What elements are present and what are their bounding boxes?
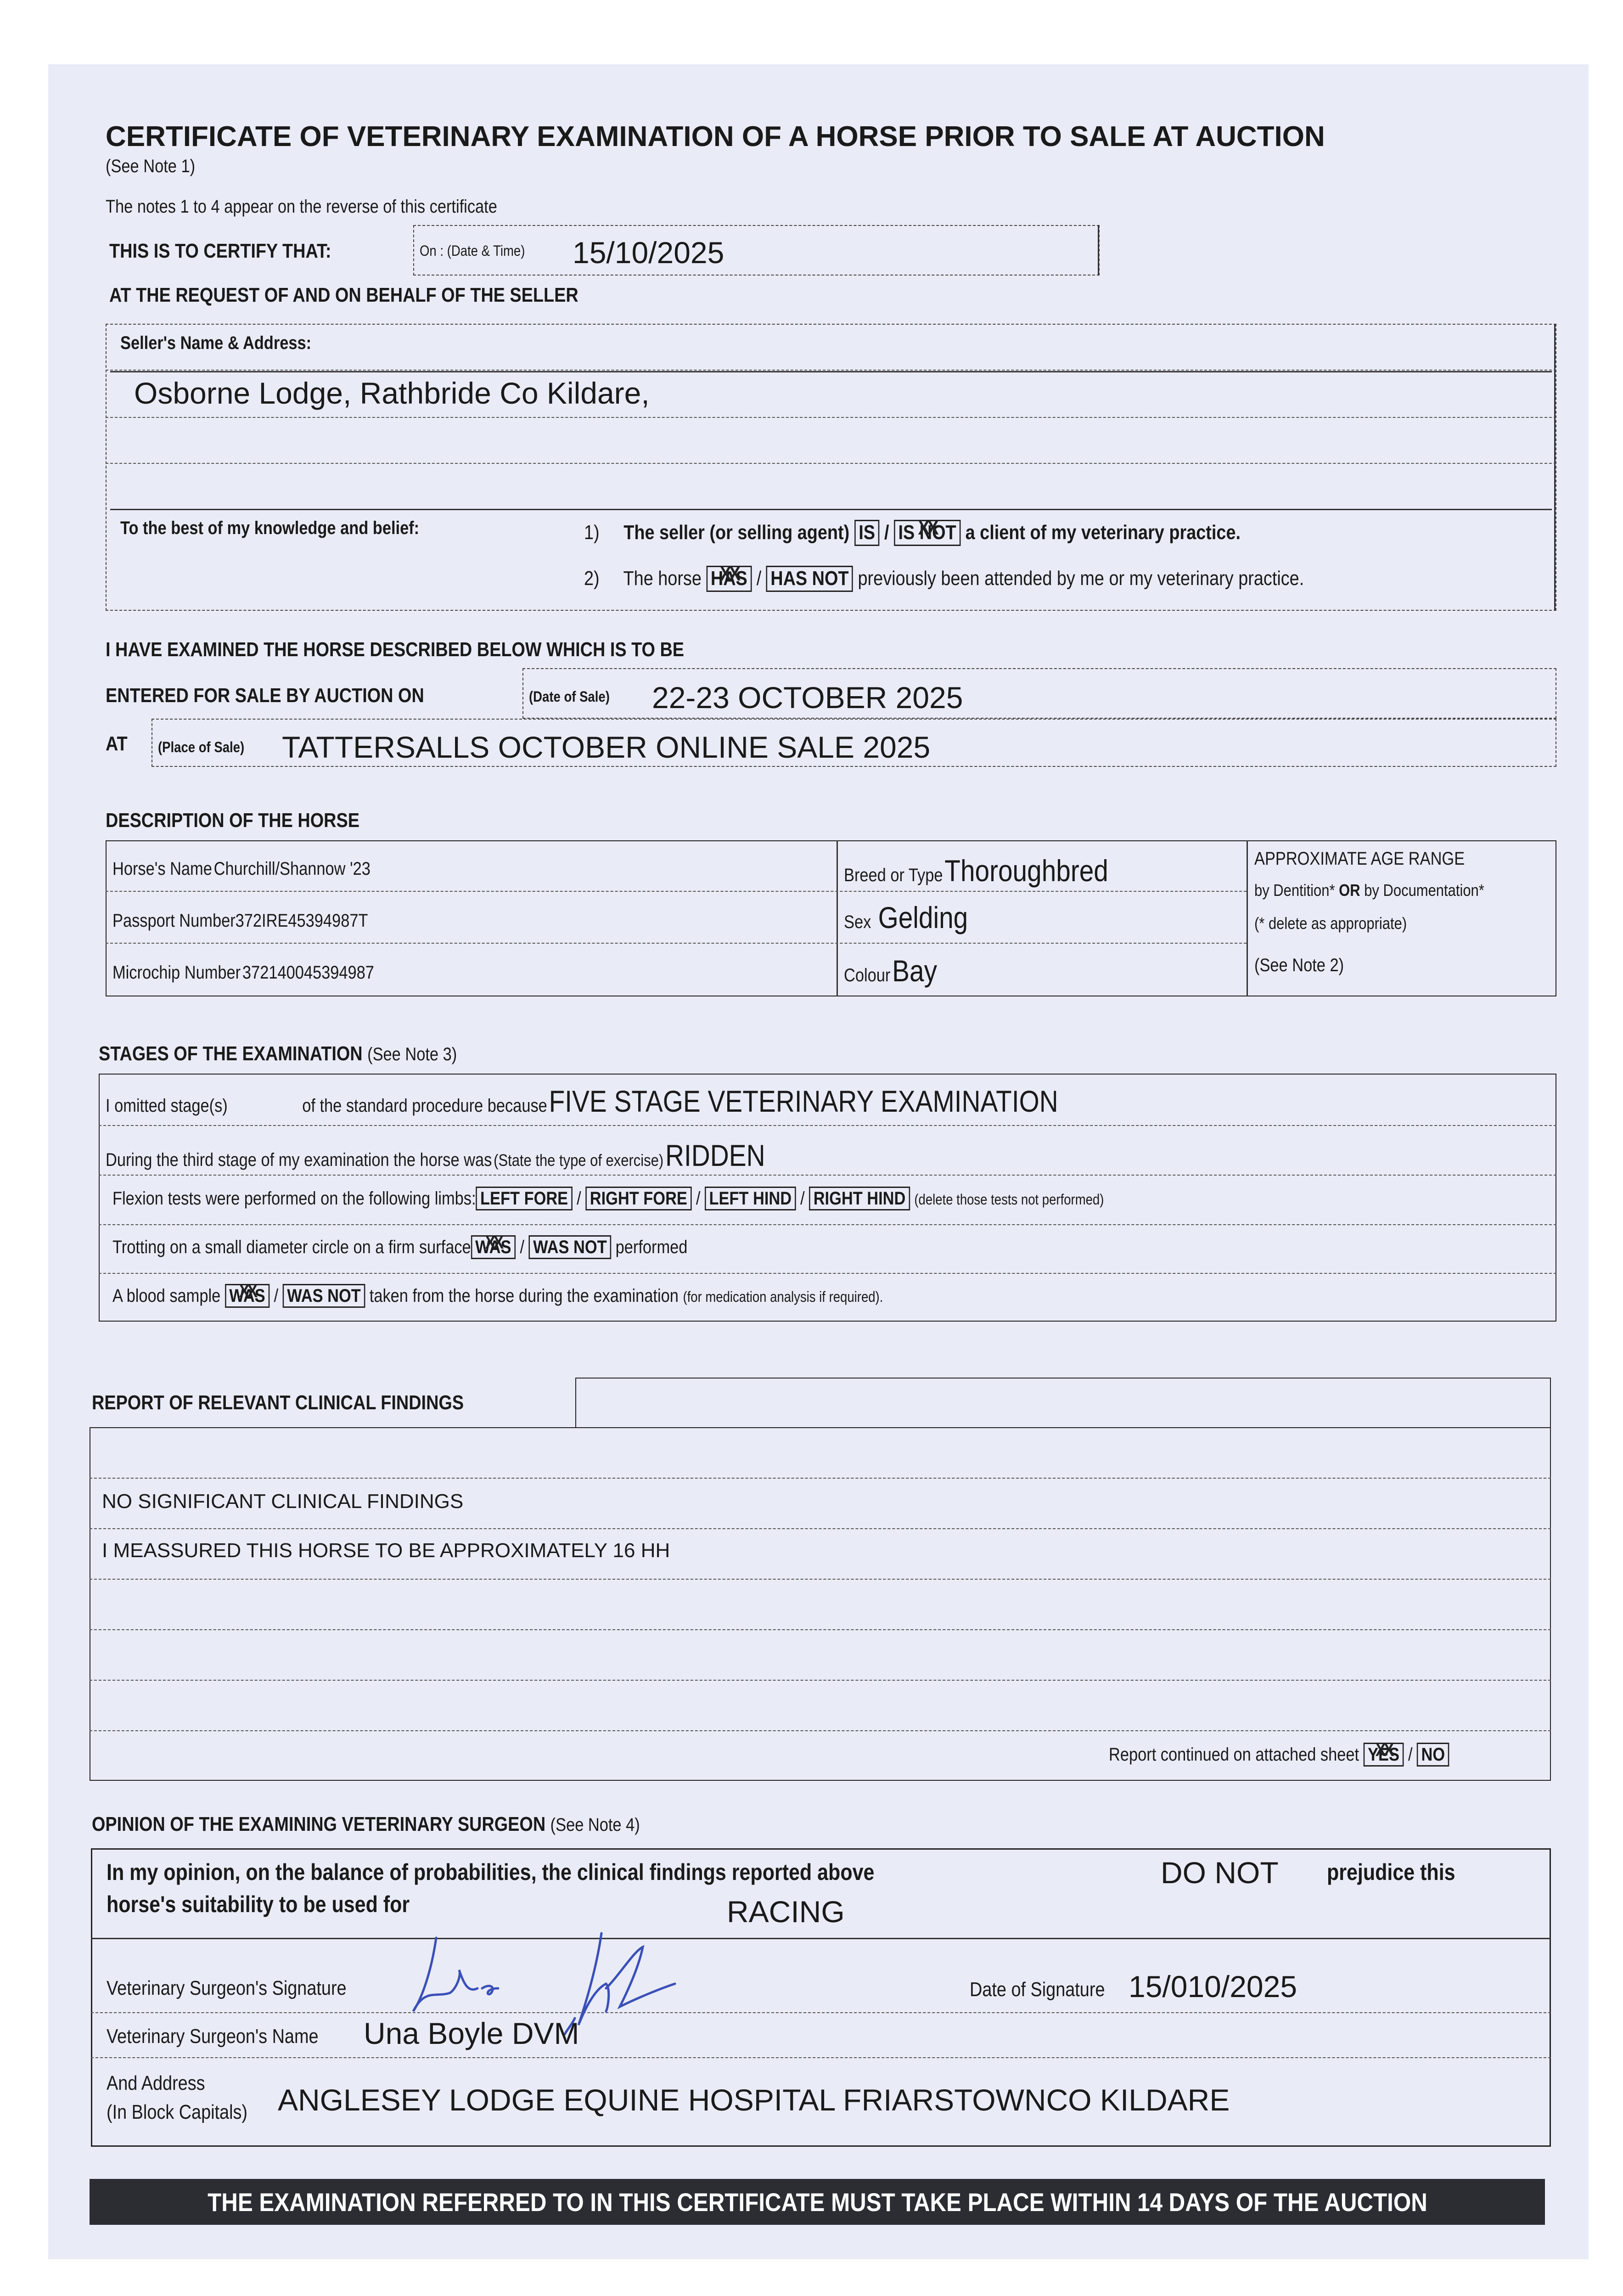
certify-on-value: 15/10/2025	[573, 236, 724, 270]
seller-address[interactable]: Osborne Lodge, Rathbride Co Kildare,	[134, 376, 650, 410]
opinion-value-1[interactable]: DO NOT	[1161, 1856, 1279, 1890]
omitted-post: of the standard procedure because	[302, 1096, 547, 1116]
findings-line-6	[90, 1730, 1551, 1731]
findings-line-2	[90, 1528, 1551, 1529]
horse-name-label: Horse's Name	[112, 859, 212, 879]
statement-2-post: previously been attended by me or my veterinary practice.	[858, 567, 1304, 590]
stages-row-divider-3	[99, 1224, 1556, 1225]
examined-line-2: ENTERED FOR SALE BY AUCTION ON	[106, 684, 424, 707]
signature-date-label: Date of Signature	[970, 1978, 1105, 2001]
findings-heading: REPORT OF RELEVANT CLINICAL FINDINGS	[92, 1391, 464, 1414]
description-heading: DESCRIPTION OF THE HORSE	[106, 809, 359, 832]
flexion-right-fore[interactable]: RIGHT FORE	[585, 1187, 691, 1210]
blood-was-option-struck[interactable]: WAS XX	[225, 1284, 270, 1308]
statement-1-number: 1)	[584, 521, 600, 544]
certify-field-edge	[1098, 225, 1099, 276]
trotting-was-option-struck[interactable]: WAS XX	[471, 1235, 516, 1259]
vet-name-value[interactable]: Una Boyle DVM	[364, 2016, 579, 2050]
opinion-divider-2	[91, 2012, 1551, 2013]
seller-line-4	[110, 509, 1552, 510]
sex-label: Sex	[844, 912, 871, 932]
request-line-text: AT THE REQUEST OF AND ON BEHALF OF THE SELLER	[109, 284, 578, 306]
at-label: AT	[106, 732, 128, 755]
signature-label: Veterinary Surgeon's Signature	[107, 1977, 347, 1999]
stages-heading: STAGES OF THE EXAMINATION	[99, 1042, 363, 1065]
seller-is-not-option-struck[interactable]: IS NOT XX	[894, 520, 960, 546]
breed-label: Breed or Type	[844, 865, 943, 885]
findings-line-3	[90, 1579, 1551, 1580]
examined-line-1: I HAVE EXAMINED THE HORSE DESCRIBED BELOW WHICH IS TO BE	[106, 638, 685, 661]
flexion-left-hind[interactable]: LEFT HIND	[705, 1187, 796, 1210]
sale-date-label: (Date of Sale)	[529, 688, 610, 705]
stages-heading-note: (See Note 3)	[367, 1044, 457, 1064]
passport-label: Passport Number	[112, 911, 236, 931]
statement-1-post: a client of my veterinary practice.	[965, 521, 1241, 544]
sex-value[interactable]: Gelding	[878, 900, 968, 934]
horse-has-option-struck[interactable]: HAS XX	[706, 566, 752, 592]
certify-label: THIS IS TO CERTIFY THAT:	[109, 240, 331, 262]
stages-row-divider-1	[99, 1125, 1556, 1126]
colour-label: Colour	[844, 965, 891, 985]
seller-is-option[interactable]: IS	[854, 520, 880, 546]
blood-post: taken from the horse during the examination	[369, 1286, 679, 1306]
blood-was-not-option[interactable]: WAS NOT	[283, 1284, 365, 1308]
opinion-value-2[interactable]: RACING	[727, 1895, 845, 1929]
findings-line-4	[90, 1629, 1551, 1630]
knowledge-label: To the best of my knowledge and belief:	[120, 518, 420, 538]
certify-date-field[interactable]	[413, 225, 1100, 276]
opinion-text-2: horse's suitability to be used for	[107, 1891, 410, 1917]
age-heading: APPROXIMATE AGE RANGE	[1254, 849, 1465, 869]
statement-2-number: 2)	[584, 567, 600, 590]
age-see-note-2: (See Note 2)	[1254, 955, 1344, 975]
microchip-value[interactable]: 372140045394987	[242, 962, 374, 983]
certify-on-label: On : (Date & Time)	[420, 242, 525, 259]
flexion-pre: Flexion tests were performed on the following limbs:	[112, 1188, 476, 1209]
seller-line-1b	[110, 371, 1552, 372]
passport-value[interactable]: 372IRE45394987T	[235, 911, 368, 931]
description-col-divider-2	[1247, 840, 1248, 996]
omitted-value[interactable]: FIVE STAGE VETERINARY EXAMINATION	[549, 1084, 1058, 1118]
blood-pre: A blood sample	[112, 1286, 221, 1306]
sale-date-field[interactable]	[522, 668, 1556, 719]
third-stage-value[interactable]: RIDDEN	[665, 1138, 765, 1172]
description-col-divider-1	[837, 840, 838, 996]
continued-no[interactable]: NO	[1417, 1743, 1449, 1767]
notes-line: The notes 1 to 4 appear on the reverse of this certificate	[106, 197, 497, 217]
footer-bar	[90, 2179, 1545, 2225]
breed-value[interactable]: Thoroughbred	[944, 854, 1108, 888]
age-or: OR	[1339, 881, 1360, 900]
signature-date-value[interactable]: 15/010/2025	[1129, 1970, 1297, 2003]
statement-1-pre: The seller (or selling agent)	[623, 521, 850, 544]
findings-heading-box	[575, 1378, 1551, 1428]
opinion-heading-note: (See Note 4)	[550, 1815, 640, 1835]
seller-label: Seller's Name & Address:	[120, 333, 312, 353]
opinion-text-1: In my opinion, on the balance of probabilities, the clinical findings reported above	[107, 1859, 875, 1885]
colour-value[interactable]: Bay	[892, 954, 937, 988]
footer-text: THE EXAMINATION REFERRED TO IN THIS CERTIFICATE MUST TAKE PLACE WITHIN 14 DAYS OF THE AUCTION	[207, 2188, 1427, 2217]
finding-line-1: NO SIGNIFICANT CLINICAL FINDINGS	[102, 1490, 464, 1513]
sale-place-field[interactable]	[152, 719, 1556, 767]
seller-line-2	[106, 417, 1556, 418]
omitted-pre: I omitted stage(s)	[106, 1096, 228, 1116]
findings-line-1	[90, 1478, 1551, 1479]
microchip-label: Microchip Number	[112, 962, 241, 983]
see-note-1: (See Note 1)	[106, 156, 196, 176]
stages-row-divider-2	[99, 1175, 1556, 1176]
opinion-divider-3	[91, 2057, 1551, 2058]
trotting-was-not-option[interactable]: WAS NOT	[529, 1235, 611, 1259]
seller-line-3	[106, 463, 1556, 464]
horse-has-not-option[interactable]: HAS NOT	[766, 566, 853, 592]
description-row-divider-1	[106, 891, 1247, 892]
third-stage-pre: During the third stage of my examination the horse was	[106, 1150, 492, 1170]
description-row-divider-2	[106, 943, 1247, 944]
finding-line-2: I MEASSURED THIS HORSE TO BE APPROXIMATELY 16 HH	[102, 1539, 670, 1562]
continued-yes-struck[interactable]: YES XX	[1364, 1743, 1404, 1767]
statement-2-pre: The horse	[623, 567, 702, 590]
trotting-pre: Trotting on a small diameter circle on a firm surface	[112, 1237, 471, 1257]
stages-row-divider-4	[99, 1273, 1556, 1274]
blood-small: (for medication analysis if required).	[683, 1289, 883, 1305]
findings-area[interactable]	[90, 1427, 1551, 1781]
flexion-left-fore[interactable]: LEFT FORE	[476, 1187, 573, 1210]
opinion-text-1-end: prejudice this	[1327, 1859, 1455, 1885]
sale-place-label: (Place of Sale)	[158, 739, 245, 755]
report-continued-label: Report continued on attached sheet	[1109, 1745, 1359, 1765]
address-label-2: (In Block Capitals)	[107, 2101, 248, 2123]
flexion-right-hind[interactable]: RIGHT HIND	[809, 1187, 910, 1210]
findings-line-5	[90, 1680, 1551, 1681]
age-by-dentition[interactable]: by Dentition*	[1254, 881, 1335, 900]
address-value[interactable]: ANGLESEY LODGE EQUINE HOSPITAL FRIARSTOWNCO KILDARE	[278, 2083, 1230, 2117]
horse-name-value[interactable]: Churchill/Shannow '23	[213, 859, 371, 879]
seller-line-1	[106, 370, 1556, 371]
vet-name-label: Veterinary Surgeon's Name	[107, 2025, 319, 2048]
third-stage-small: (State the type of exercise)	[494, 1151, 664, 1170]
opinion-heading: OPINION OF THE EXAMINING VETERINARY SURGEON	[92, 1813, 546, 1835]
sale-date-value: 22-23 OCTOBER 2025	[652, 681, 963, 715]
opinion-divider-1	[91, 1938, 1551, 1939]
certificate-title: CERTIFICATE OF VETERINARY EXAMINATION OF A HORSE PRIOR TO SALE AT AUCTION	[106, 121, 1325, 152]
trotting-post: performed	[615, 1237, 688, 1257]
age-delete-note: (* delete as appropriate)	[1254, 914, 1407, 933]
flexion-post: (delete those tests not performed)	[914, 1191, 1104, 1208]
seller-block-right-edge	[1554, 324, 1556, 611]
address-label-1: And Address	[107, 2072, 205, 2094]
age-by-documentation[interactable]: by Documentation*	[1364, 881, 1484, 900]
sale-place-value: TATTERSALLS OCTOBER ONLINE SALE 2025	[282, 730, 931, 764]
